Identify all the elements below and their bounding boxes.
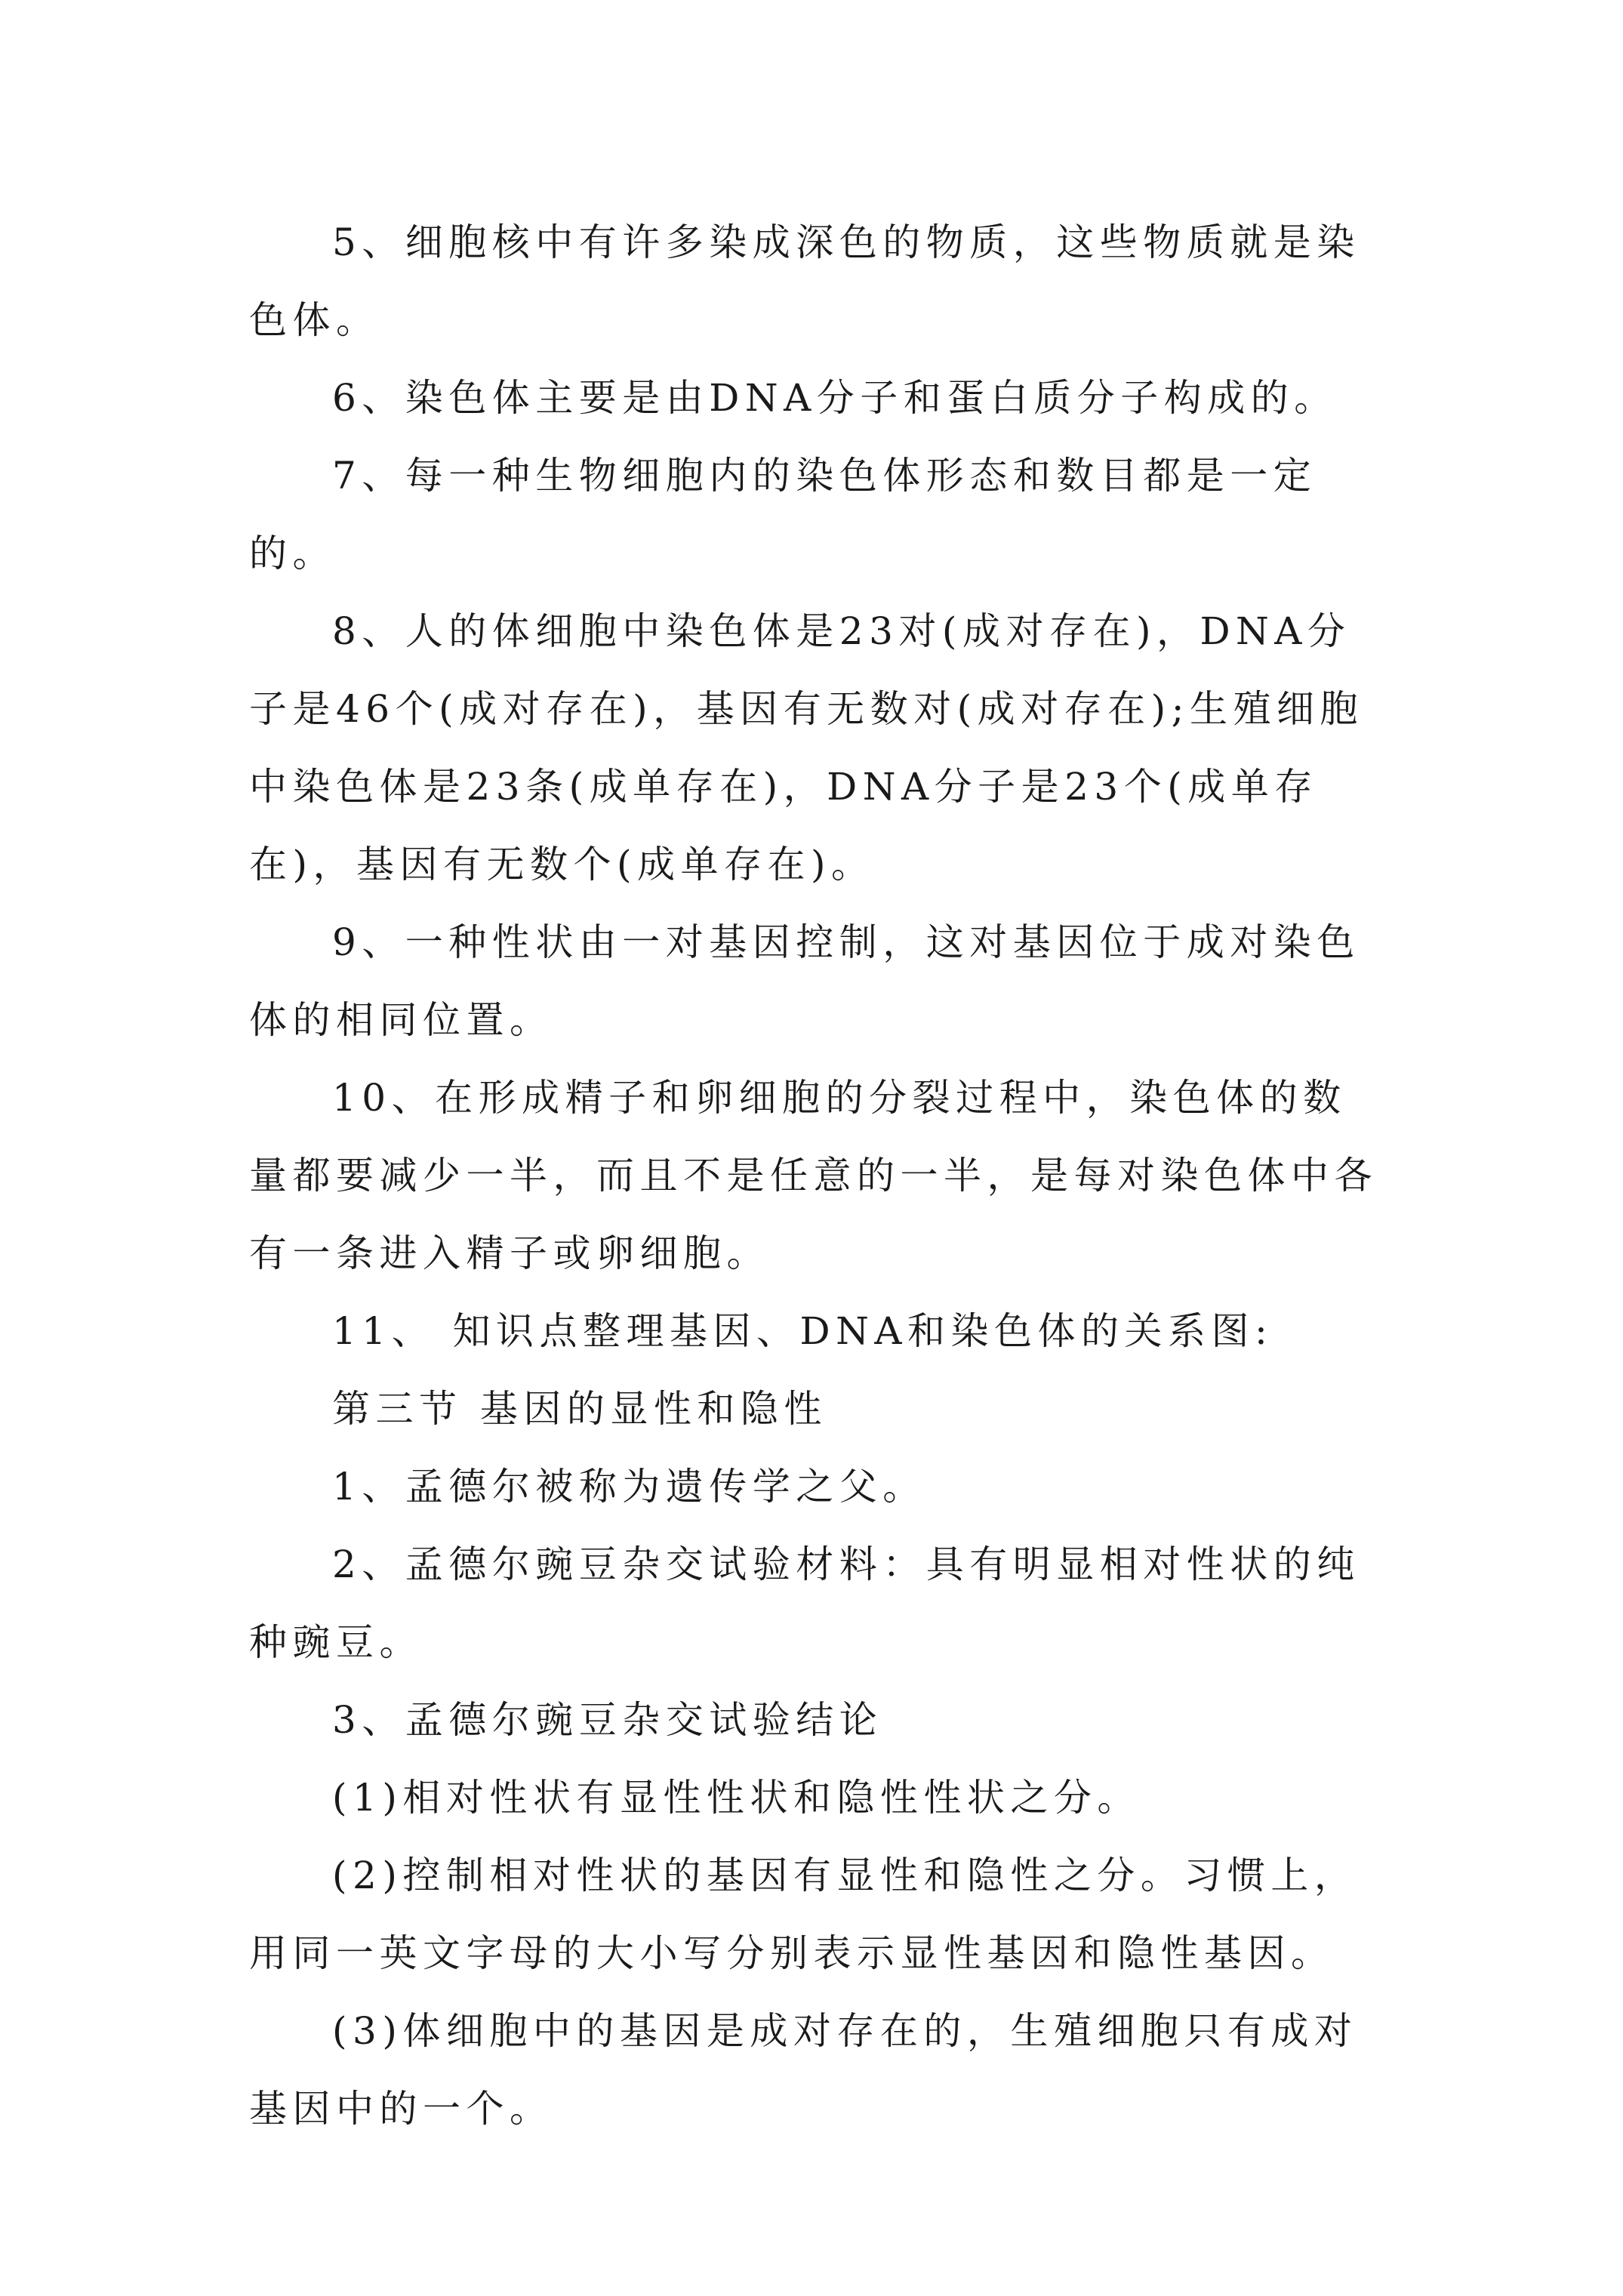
section-paragraph-3: 3、孟德尔豌豆杂交试验结论 (332, 1698, 883, 1742)
paragraph-10: 10、在形成精子和卵细胞的分裂过程中，染色体的数量都要减少一半，而且不是任意的一半，是每对染色体中各有一条进入精子或卵细胞。 (249, 1076, 1378, 1275)
section-heading: 第三节 基因的显性和隐性 (332, 1387, 827, 1431)
conclusion-item-1: (1)相对性状有显性性状和隐性性状之分。 (332, 1776, 1141, 1820)
paragraph-9: 9、一种性状由一对基因控制，这对基因位于成对染色体的相同位置。 (249, 920, 1360, 1042)
document-body (249, 204, 1378, 2148)
section-paragraph-1: 1、孟德尔被称为遗传学之父。 (332, 1465, 926, 1509)
conclusion-item-3: (3)体细胞中的基因是成对存在的，生殖细胞只有成对基因中的一个。 (249, 2009, 1358, 2131)
paragraph-8: 8、人的体细胞中染色体是23对(成对存在)，DNA分子是46个(成对存在)，基因有无数对(成对存在);生殖细胞中染色体是23条(成单存在)，DNA分子是23个(成单存在)，基因有无数个(成单存在)。 (249, 609, 1363, 886)
paragraph-6: 6、染色体主要是由DNA分子和蛋白质分子构成的。 (332, 376, 1338, 420)
paragraph-7: 7、每一种生物细胞内的染色体形态和数目都是一定的。 (249, 454, 1317, 575)
conclusion-item-2: (2)控制相对性状的基因有显性和隐性之分。习惯上，用同一英文字母的大小写分别表示显性基因和隐性基因。 (249, 1854, 1358, 1975)
paragraph-11: 11、 知识点整理基因、DNA和染色体的关系图: (332, 1309, 1273, 1353)
paragraph-5: 5、细胞核中有许多染成深色的物质，这些物质就是染色体。 (249, 220, 1360, 342)
section-paragraph-2: 2、孟德尔豌豆杂交试验材料：具有明显相对性状的纯种豌豆。 (249, 1542, 1360, 1664)
